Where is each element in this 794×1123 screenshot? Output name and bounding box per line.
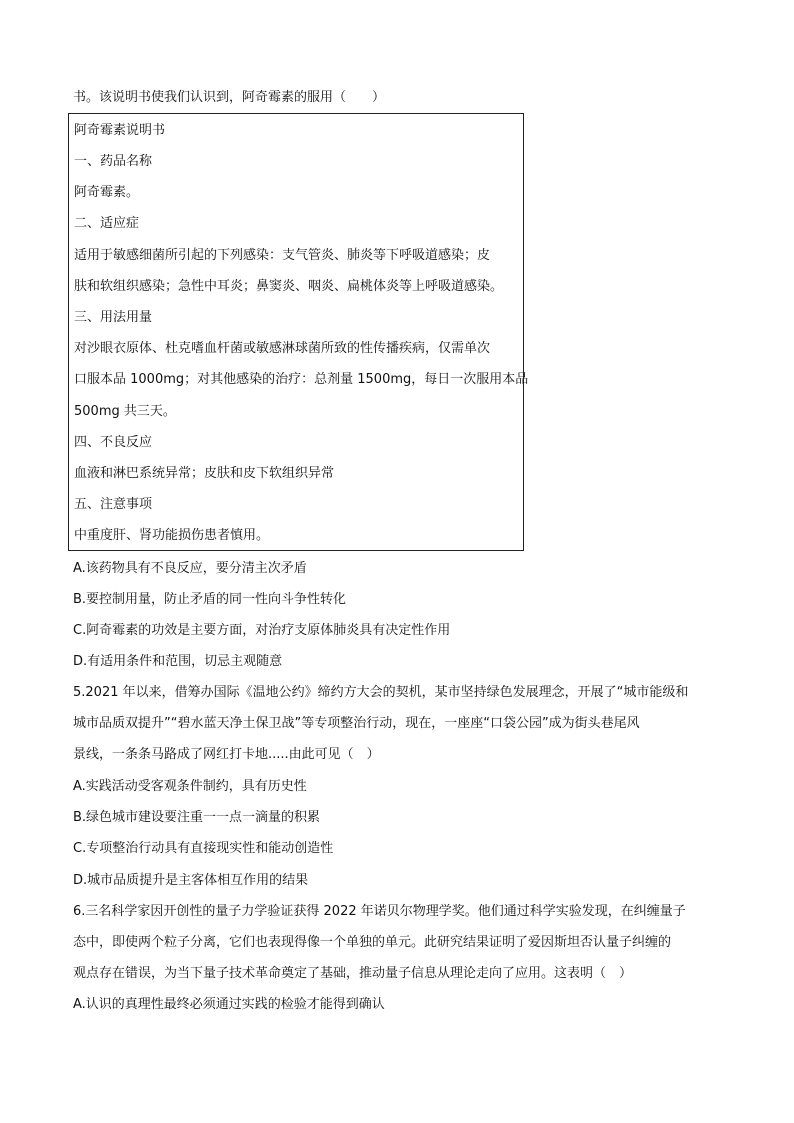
drug-leaflet-box (68, 113, 529, 551)
leaflet-line: 五、注意事项 (74, 497, 153, 512)
leaflet-line: 适用于敏感细菌所引起的下列感染：支气管炎、肺炎等下呼吸道感染；皮 (74, 248, 491, 263)
q4-option-a: A.该药物具有不良反应，要分清主次矛盾 (73, 561, 307, 576)
leaflet-line: 三、用法用量 (74, 310, 153, 325)
q5-option-c: C.专项整治行动具有直接现实性和能动创造性 (73, 841, 334, 856)
q5-stem-line: 景线，一条条马路成了网红打卡地.....由此可见（ ） (73, 747, 380, 762)
leaflet-line: 500mg 共三天。 (74, 404, 176, 419)
leaflet-line: 肤和软组织感染；急性中耳炎；鼻窦炎、咽炎、扁桃体炎等上呼吸道感染。 (74, 279, 504, 294)
leaflet-line: 血液和淋巴系统异常；皮肤和皮下软组织异常 (74, 466, 335, 481)
leaflet-title: 阿奇霉素说明书 (74, 123, 166, 138)
q5-option-a: A.实践活动受客观条件制约，具有历史性 (73, 779, 307, 794)
q4-option-c: C.阿奇霉素的功效是主要方面，对治疗支原体肺炎具有决定性作用 (73, 623, 451, 638)
question-stem-continuation: 书。该说明书使我们认识到，阿奇霉素的服用（ ） (73, 90, 386, 105)
q4-option-b: B.要控制用量，防止矛盾的同一性向斗争性转化 (73, 592, 347, 607)
q6-stem-line: 观点存在错误，为当下量子技术革命奠定了基础，推动量子信息从理论走向了应用。这表明（ ） (73, 966, 633, 981)
q6-stem-line: 态中，即使两个粒子分离，它们也表现得像一个单独的单元。此研究结果证明了爱因斯坦否认量子纠缠的 (73, 935, 672, 950)
leaflet-line: 四、不良反应 (74, 435, 153, 450)
leaflet-line: 中重度肝、肾功能损伤患者慎用。 (74, 528, 270, 543)
leaflet-line: 阿奇霉素。 (74, 185, 140, 200)
q5-option-d: D.城市品质提升是主客体相互作用的结果 (73, 873, 309, 888)
q5-stem-line: 5.2021 年以来，借筹办国际《温地公约》缔约方大会的契机，某市坚持绿色发展理念，开展了“城市能级和 (73, 685, 689, 700)
q5-stem-line: 城市品质双提升”“碧水蓝天净土保卫战”等专项整治行动，现在，一座座“口袋公园”成为街头巷尾风 (73, 716, 640, 731)
leaflet-line: 一、药品名称 (74, 154, 153, 169)
q4-option-d: D.有适用条件和范围，切忌主观随意 (73, 654, 283, 669)
leaflet-line: 口服本品 1000mg；对其他感染的治疗：总剂量 1500mg，每日一次服用本品 (74, 372, 529, 387)
leaflet-line: 对沙眼衣原体、杜克嗜血杆菌或敏感淋球菌所致的性传播疾病，仅需单次 (74, 341, 491, 356)
leaflet-line: 二、适应症 (74, 216, 140, 231)
q6-stem-line: 6.三名科学家因开创性的量子力学验证获得 2022 年诺贝尔物理学奖。他们通过科学实验发现，在纠缠量子 (73, 904, 686, 919)
q5-option-b: B.绿色城市建设要注重一一点一滴量的积累 (73, 810, 321, 825)
q6-option-a: A.认识的真理性最终必须通过实践的检验才能得到确认 (73, 997, 385, 1012)
